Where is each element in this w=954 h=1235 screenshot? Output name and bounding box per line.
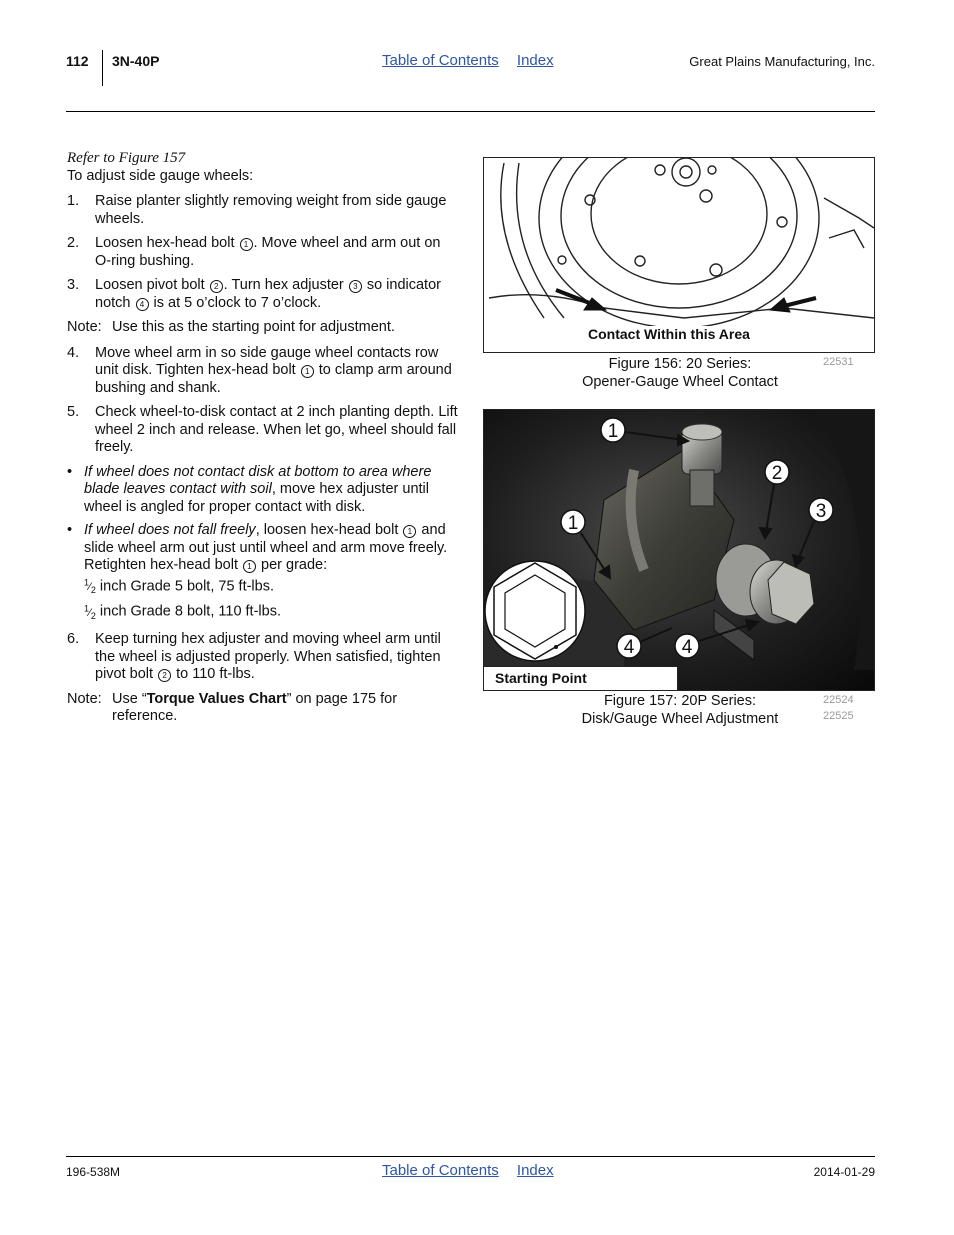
fraction-half: $^1⁄_2$ bbox=[84, 577, 96, 596]
step-4: 4. Move wheel arm in so side gauge wheel contacts row unit disk. Tighten hex-head bolt 1 to clamp arm around bushing and shank. bbox=[67, 344, 452, 396]
starting-point-label: Starting Point bbox=[484, 666, 678, 690]
footer-rule bbox=[66, 1156, 875, 1157]
header-divider bbox=[102, 50, 103, 86]
callout-circle: 1 bbox=[243, 560, 256, 573]
callout-circle: 1 bbox=[403, 525, 416, 538]
callout-1-top: 1 bbox=[607, 421, 619, 442]
hex-adjuster-inset bbox=[485, 561, 585, 661]
bullet-not-free: • If wheel does not fall freely, loosen hex-head bolt 1 and slide wheel arm out just until wheel and arm move freely. Retighten hex-head bolt 1 per grade: $^1⁄_2$ inch Grade 5 bolt, 75 ft-lbs. $^1⁄_2$ inch Grade 8 bolt, 110 ft-lbs. bbox=[67, 522, 448, 621]
footer-toc-link[interactable]: Table of Contents bbox=[382, 1162, 499, 1179]
step-6: 6. Keep turning hex adjuster and moving wheel arm until the wheel is adjusted properly. When satisfied, tighten pivot bolt 2 to 110 ft-lbs. bbox=[67, 631, 441, 683]
company-name: Great Plains Manufacturing, Inc. bbox=[689, 54, 875, 69]
callout-circle: 1 bbox=[240, 238, 253, 251]
header-rule bbox=[66, 111, 875, 112]
footer-nav bbox=[382, 1162, 568, 1179]
header-nav bbox=[382, 52, 568, 69]
torque-chart-ref: Torque Values Chart bbox=[146, 690, 287, 707]
contact-area-label: Contact Within this Area bbox=[588, 326, 750, 342]
model-name: 3N-40P bbox=[112, 53, 160, 69]
callout-4-inset: 4 bbox=[623, 637, 635, 658]
bullet-no-contact: • If wheel does not contact disk at bottom to area where blade leaves contact with soil, move hex adjuster until wheel is angled for proper contact with disk. bbox=[67, 463, 432, 515]
page-number: 112 bbox=[66, 53, 89, 69]
callout-circle: 2 bbox=[158, 669, 171, 682]
figure-157-codes: 22524 22525 bbox=[823, 694, 854, 722]
callout-circle: 1 bbox=[301, 365, 314, 378]
note-torque-chart: Note: Use “Torque Values Chart” on page 175 for reference. bbox=[67, 690, 398, 725]
figure-157-caption: Figure 157: 20P Series: Disk/Gauge Wheel Adjustment bbox=[581, 693, 779, 727]
callout-circle: 3 bbox=[349, 280, 362, 293]
callout-2: 2 bbox=[771, 463, 783, 484]
contact-arrows bbox=[556, 290, 816, 312]
step-3: 3. Loosen pivot bolt 2 . Turn hex adjuster 3 so indicator notch 4 is at 5 o’clock to 7 o’clock. bbox=[67, 277, 441, 311]
instructions-column bbox=[67, 150, 459, 734]
callout-circle: 2 bbox=[210, 280, 223, 293]
intro-text: To adjust side gauge wheels: bbox=[67, 167, 254, 184]
step-1: 1. Raise planter slightly removing weight from side gauge wheels. bbox=[67, 193, 447, 227]
figure-156-illustration bbox=[483, 157, 875, 353]
callout-3: 3 bbox=[815, 501, 827, 522]
footer-index-link[interactable]: Index bbox=[516, 1162, 554, 1179]
figure-156-caption: Figure 156: 20 Series: Opener-Gauge Wheel Contact bbox=[582, 356, 778, 390]
step-5: 5. Check wheel-to-disk contact at 2 inch planting depth. Lift wheel 2 inch and release. When let go, wheel should fall freely. bbox=[67, 404, 458, 455]
header-toc-link[interactable]: Table of Contents bbox=[382, 52, 499, 69]
callout-1-left: 1 bbox=[567, 513, 579, 534]
figure-156-code: 22531 bbox=[823, 356, 854, 368]
fraction-half: $^1⁄_2$ bbox=[84, 602, 96, 621]
doc-number: 196-538M bbox=[66, 1165, 121, 1179]
header-index-link[interactable]: Index bbox=[516, 52, 554, 69]
step-2: 2. Loosen hex-head bolt 1 . Move wheel and arm out on O-ring bushing. bbox=[67, 235, 441, 269]
callout-circle: 4 bbox=[136, 298, 149, 311]
figure-reference: Refer to Figure 157 bbox=[67, 150, 186, 166]
publication-date: 2014-01-29 bbox=[813, 1165, 875, 1179]
disk-gauge-photo bbox=[484, 410, 874, 690]
gauge-wheel-drawing bbox=[484, 158, 874, 352]
note-starting-point: Note: Use this as the starting point for adjustment. bbox=[67, 319, 395, 335]
figure-157-photo bbox=[483, 409, 875, 691]
callout-4-notch: 4 bbox=[681, 637, 693, 658]
